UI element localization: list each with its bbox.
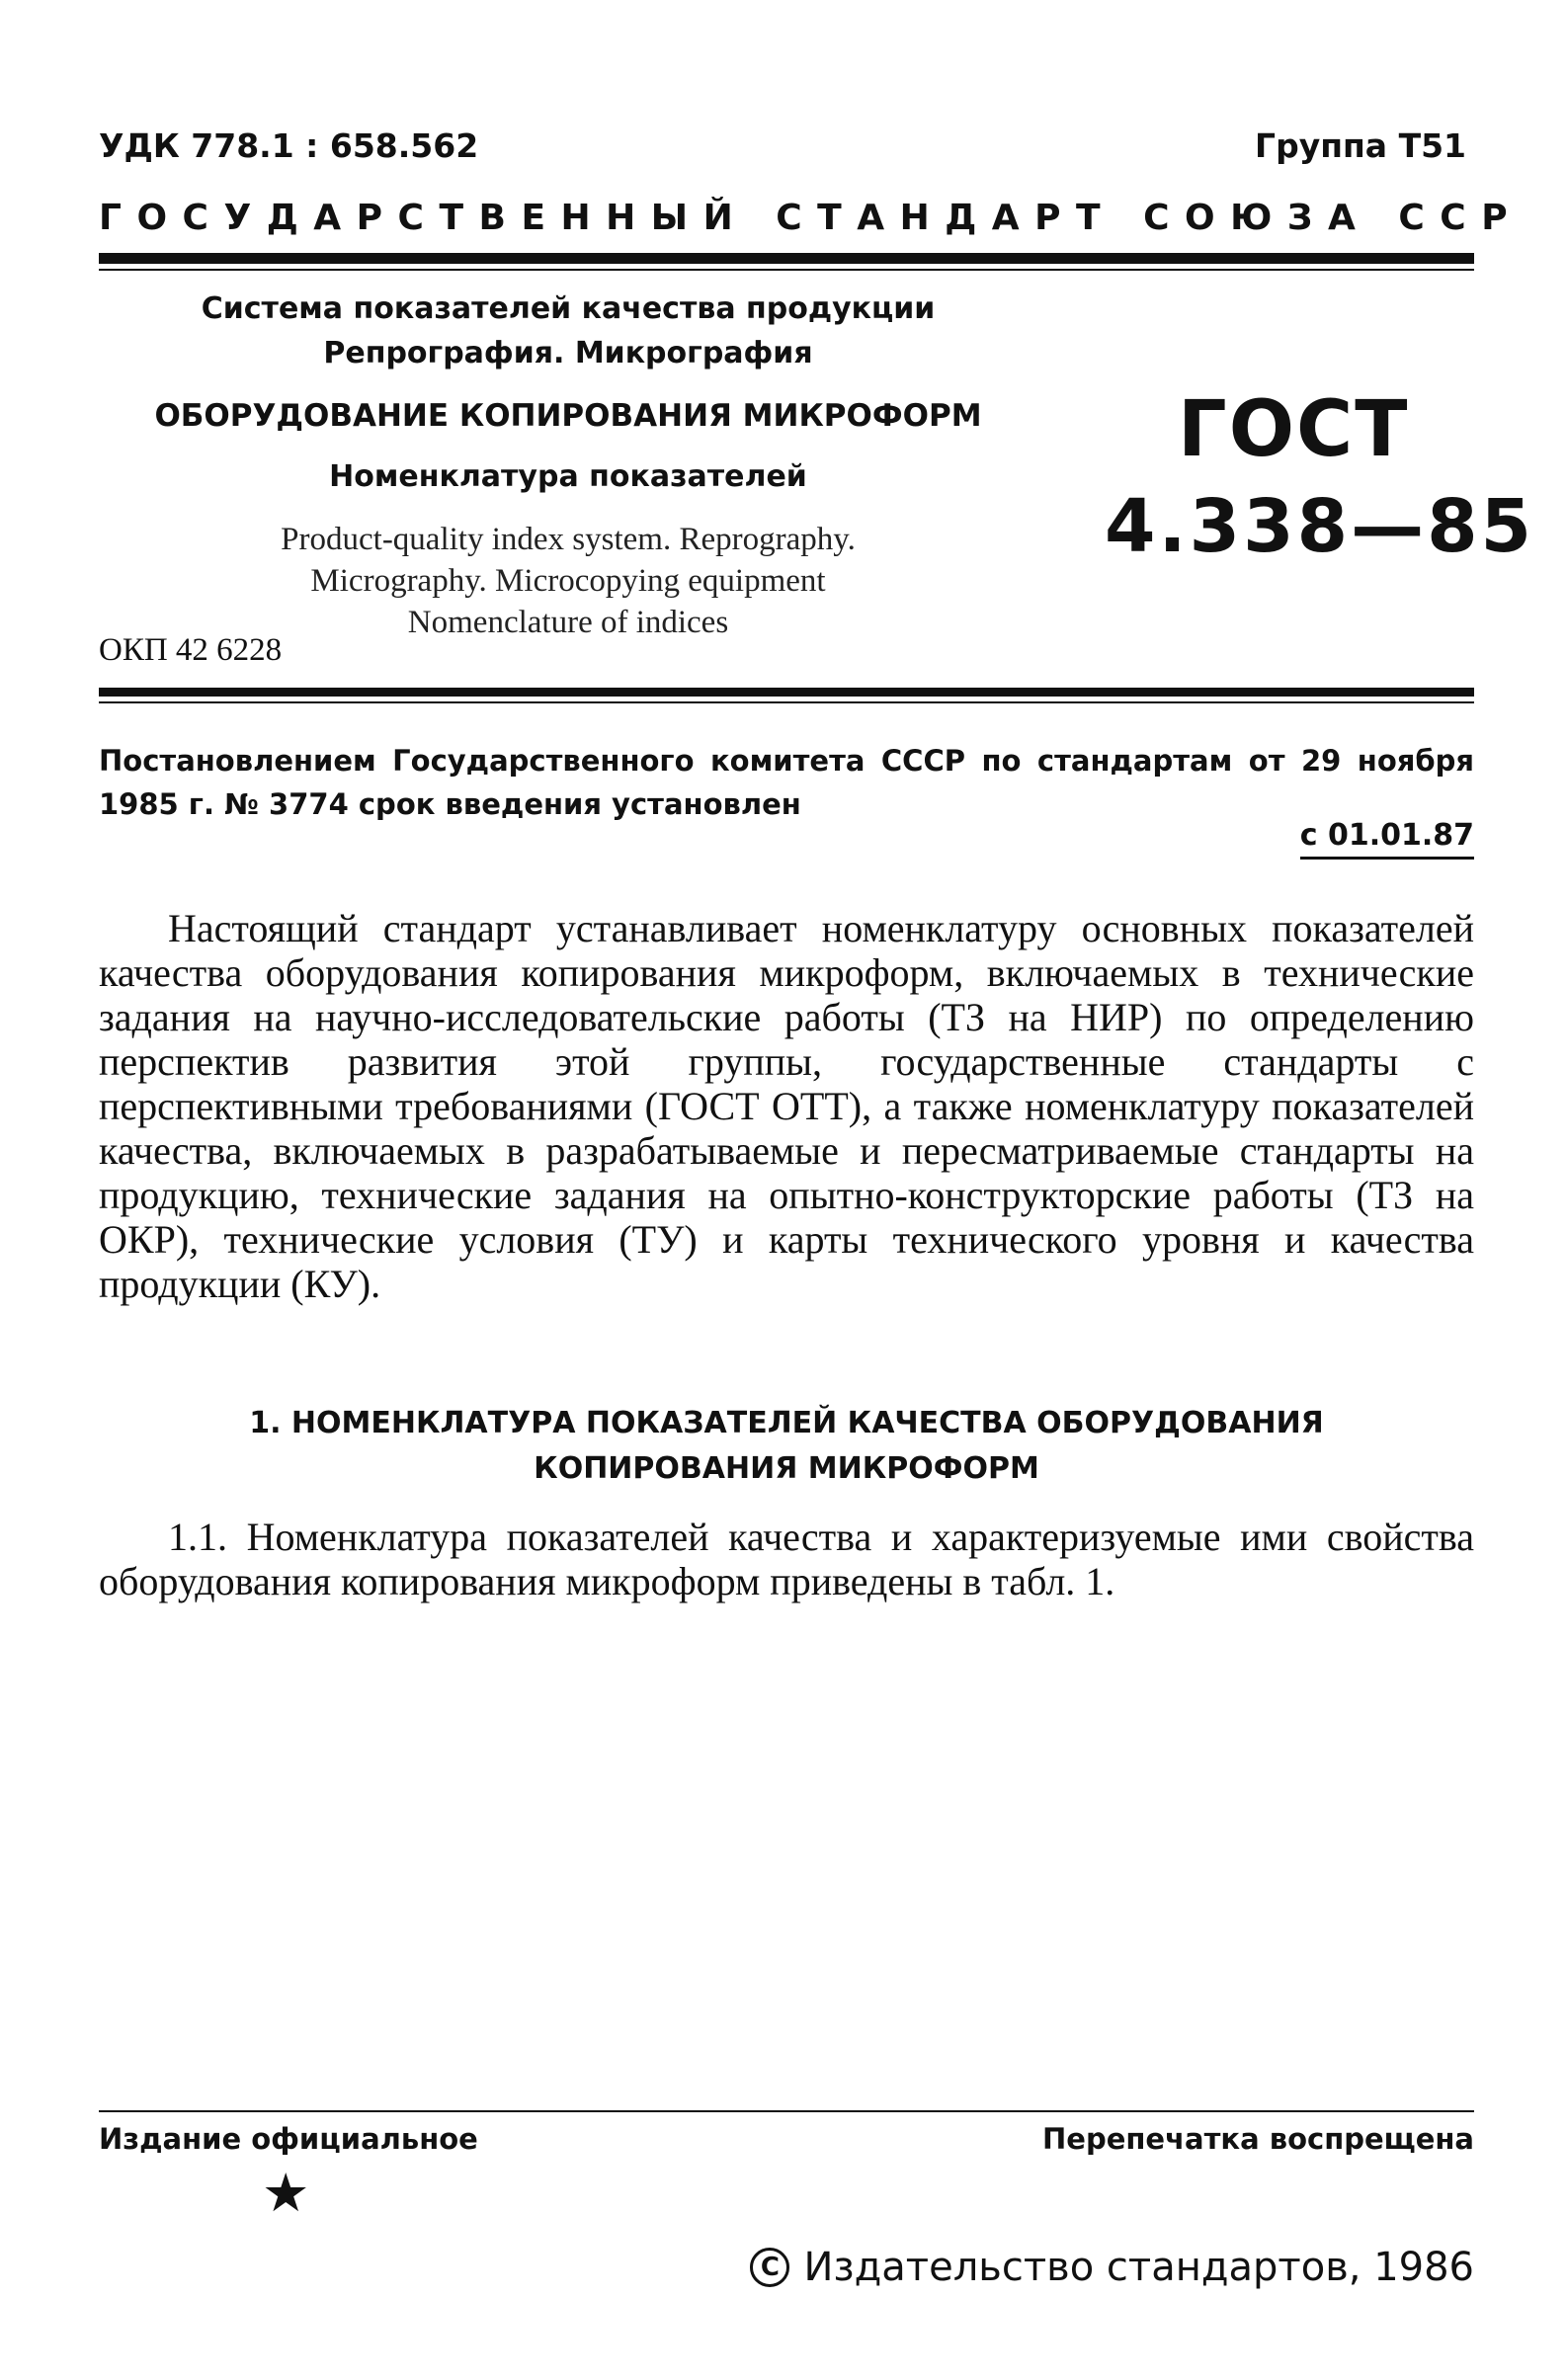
- header-rule-thin: [99, 269, 1474, 271]
- no-reprint-notice: Перепечатка воспрещена: [1042, 2122, 1474, 2156]
- effective-date-text: с 01.01.87: [1299, 818, 1474, 853]
- english-title-line: Micrography. Microcopying equipment: [310, 563, 826, 599]
- state-standard-heading: [99, 198, 1524, 238]
- udk-code: УДК 778.1 : 658.562: [99, 126, 479, 165]
- paragraph-1-1: 1.1. Номенклатура показателей качества и характеризуемые ими свойства оборудования копирования микроформ приведены в табл. 1.: [99, 1515, 1474, 1603]
- english-title-line: Nomenclature of indices: [407, 605, 729, 640]
- system-title: Система показателей качества продукции: [201, 291, 936, 326]
- section-heading-line: 1. НОМЕНКЛАТУРА ПОКАЗАТЕЛЕЙ КАЧЕСТВА ОБОРУДОВАНИЯ: [249, 1406, 1324, 1440]
- effective-date: [1300, 818, 1474, 860]
- copyright-line: [750, 2245, 1474, 2290]
- main-title: ОБОРУДОВАНИЕ КОПИРОВАНИЯ МИКРОФОРМ: [154, 398, 982, 434]
- header-rule-thick: [99, 253, 1474, 264]
- english-title-line: Product-quality index system. Reprography.: [281, 522, 856, 557]
- gost-number: 4.338—85: [1105, 484, 1535, 569]
- state-standard-text: ГОСУДАРСТВЕННЫЙ СТАНДАРТ СОЮЗА ССР: [99, 198, 1524, 238]
- title-rule-thin: [99, 701, 1474, 703]
- copyright-icon: C: [750, 2248, 789, 2287]
- system-subtitle: Репрография. Микрография: [323, 336, 813, 370]
- publisher-text: Издательство стандартов, 1986: [803, 2245, 1474, 2290]
- star-icon: ★: [262, 2162, 310, 2224]
- section-heading: [99, 1401, 1474, 1492]
- english-title: [148, 519, 988, 643]
- section-heading-line: КОПИРОВАНИЯ МИКРОФОРМ: [534, 1451, 1039, 1486]
- gost-label: ГОСТ: [1178, 385, 1410, 474]
- intro-paragraph: Настоящий стандарт устанавливает номенклатуру основных показателей качества оборудования копирования микроформ, включаемых в технические задания на научно-исследовательские работы (ТЗ на НИР) по определению перспектив развития этой группы, государственные стандарты с перспективными требованиями (ГОСТ ОТТ), а также номенклатуру показателей качества, включаемых в разрабатываемые и пересматриваемые стандарты на продукцию, технические задания на опытно-конструкторские работы (ТЗ на ОКР), технические условия (ТУ) и карты технического уровня и качества продукции (КУ).: [99, 906, 1474, 1306]
- decree-text: Постановлением Государственного комитета СССР по стандартам от 29 ноября 1985 г. № 3774 срок введения установлен: [99, 744, 1474, 821]
- nomenclature-title: Номенклатура показателей: [329, 459, 807, 494]
- official-edition: Издание официальное: [99, 2122, 478, 2156]
- okp-code: ОКП 42 6228: [99, 632, 283, 668]
- effective-date-underline: [1300, 857, 1474, 860]
- footer-rule: [99, 2110, 1474, 2112]
- title-rule-thick: [99, 688, 1474, 697]
- group-code: Группа Т51: [1255, 126, 1466, 165]
